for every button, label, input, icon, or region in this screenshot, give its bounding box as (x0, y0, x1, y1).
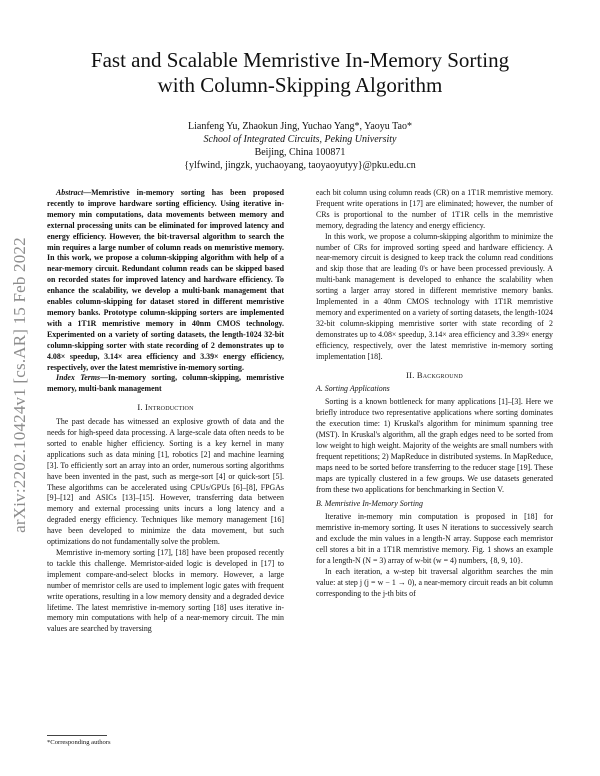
memristive-sorting-paragraph-1: Iterative in-memory min computation is proposed in [18] for memristive in-memory sorting. It uses N iterations to successively search and exclude the min values in a length-N array. Suppose each memristor cell stores a bit in a 1T1R memristive memory. Fig. 1 shows an example for a length-N (N = 3) array of w-bit (w = 4) numbers, {8, 9, 10}. (316, 512, 553, 565)
author-location: Beijing, China 100871 (254, 147, 346, 158)
arxiv-stamp-text: arXiv:2202.10424v1 [cs.AR] 15 Feb 2022 (10, 237, 30, 533)
author-affiliation: School of Integrated Circuits, Peking University (203, 134, 397, 145)
author-emails: {ylfwind, jingzk, yuchaoyang, taoyaoyutyy}@pku.edu.cn (184, 160, 416, 171)
footnote: *Corresponding authors (47, 739, 111, 746)
footnote-rule (47, 735, 107, 736)
index-terms-label: Index Terms (56, 373, 101, 383)
paper-title (40, 48, 560, 98)
right-column (316, 188, 553, 600)
intro-paragraph-2: Memristive in-memory sorting [17], [18] have been proposed recently to tackle this challenge. Memristor-aided logic is developed in [17] to implement compare-and-select blocks in memory. However, a large number of memristor cells are used to implement logic gates with frequent write operations, resulting in a low memory density and a degraded device lifetime. The latest memristive in-memory sorting [18] uses iterative in-memory min computations with help of a near-memory circuit. The min values are searched by traversing (47, 548, 284, 634)
abstract (47, 188, 284, 373)
author-block (40, 120, 560, 172)
abstract-label: Abstract (56, 188, 84, 197)
right-paragraph-2: In this work, we propose a column-skipping algorithm to minimize the number of CRs for improved sorting speed and hardware efficiency. A near-memory circuit is designed to keep track the column read conditions and skip those that are leading 0's or have been processed previously. A multi-bank management is developed to enhance the scalability when sorting a larger array stored in different memristive memory banks. Implemented in a 40nm CMOS technology with 1T1R memristive memory and experimented on a variety of sorting datasets, the length-1024 32-bit column-skipping memristive sorter with state recording of 2 demonstrates up to 4.08× speedup, 3.14× area efficiency and 3.39× energy efficiency, respectively, over the latest memristive in-memory sorting implementation [18]. (316, 231, 553, 361)
title-line-1: Fast and Scalable Memristive In-Memory Sorting (90, 48, 510, 72)
subsection-heading-sorting-applications: A. Sorting Applications (316, 384, 390, 394)
arxiv-stamp (2, 195, 38, 575)
index-terms-text: —In-memory sorting, column-skipping, memristive memory, multi-bank management (47, 373, 284, 394)
abstract-text: —Memristive in-memory sorting has been proposed recently to improve hardware sorting efficiency. Using iterative in-memory min computations, data movements between memory and external processing units can be eliminated for improved latency and energy efficiency. However, the bit-traversal algorithm to search the min requires a large number of column reads on memristive memory. In this work, we propose a column-skipping algorithm with help of a near-memory circuit. Redundant column reads can be skipped based on recorded states for improved latency and hardware efficiency. To enhance the scalability, we develop a multi-bank management that enables column-skipping for dataset stored in different memristive memory banks. Prototype column-skipping sorters are implemented with a 1T1R memristive memory in 40nm CMOS technology. Experimented on a variety of sorting datasets, the length-1024 32-bit column-skipping sorter with state recording of 2 demonstrates up to 4.08× speedup, 3.14× area efficiency and 3.39× energy efficiency, respectively, over the latest memristive in-memory sorting. (47, 188, 284, 372)
title-line-2: with Column-Skipping Algorithm (157, 73, 443, 97)
intro-paragraph-1: The past decade has witnessed an explosive growth of data and the needs for high-speed data processing. A large-scale data often needs to be sorted to enable higher efficiency. Sorting is a key kernel in many applications such as data mining [1], robotics [2] and machine learning [3]. To efficiently sort an array into an order, numerous sorting algorithms have been invented in the past, such as merge-sort [4] or quick-sort [5]. These algorithms can be accelerated using CPUs/GPUs [6]–[8], FPGAs [9]–[12] and ASICs [13]–[15]. However, transferring data between memory and external processing units incurs a long latency and a degraded energy efficiency. Techniques like memory management [16] have been developed to minimize the data movement, but such optimizations do not fundamentally solve the problem. (47, 417, 284, 547)
section-heading-introduction: I. Introduction (137, 402, 194, 413)
left-column (47, 188, 284, 635)
subsection-heading-memristive-sorting: B. Memristive In-Memory Sorting (316, 499, 423, 509)
memristive-sorting-paragraph-2: In each iteration, a w-step bit traversal algorithm searches the min value: at step j (j = w − 1 → 0), a near-memory circuit reads an bit column corresponding to the j-th bits of (316, 566, 553, 598)
right-paragraph-1: each bit column using column reads (CR) on a 1T1R memristive memory. Frequent write operations in [17] are eliminated; however, the number of CRs is proportional to the number of 1T1R cells in the memristive memory, degrading the latency and energy efficiency. (316, 188, 553, 230)
section-heading-background: II. Background (406, 369, 463, 380)
author-names: Lianfeng Yu, Zhaokun Jing, Yuchao Yang*, Yaoyu Tao* (188, 121, 412, 132)
index-terms (47, 373, 284, 395)
sorting-applications-paragraph: Sorting is a known bottleneck for many applications [1]–[3]. Here we briefly introduce two representative applications where sorting dominates the execution time: 1) Kruskal's algorithm for minimum spanning tree (MST). In Kruskal's algorithm, all the graph edges need to be sorted from low weight to high weight. Majority of the weights are small numbers with frequent repetitions; 2) MapReduce in distributed systems. In MapReduce, maps need to be sorted before transferring to the reducer stage [19]. These maps are typically clustered in a few groups. We use datasets generated from these two applications for benchmarking in Section V. (316, 397, 553, 494)
